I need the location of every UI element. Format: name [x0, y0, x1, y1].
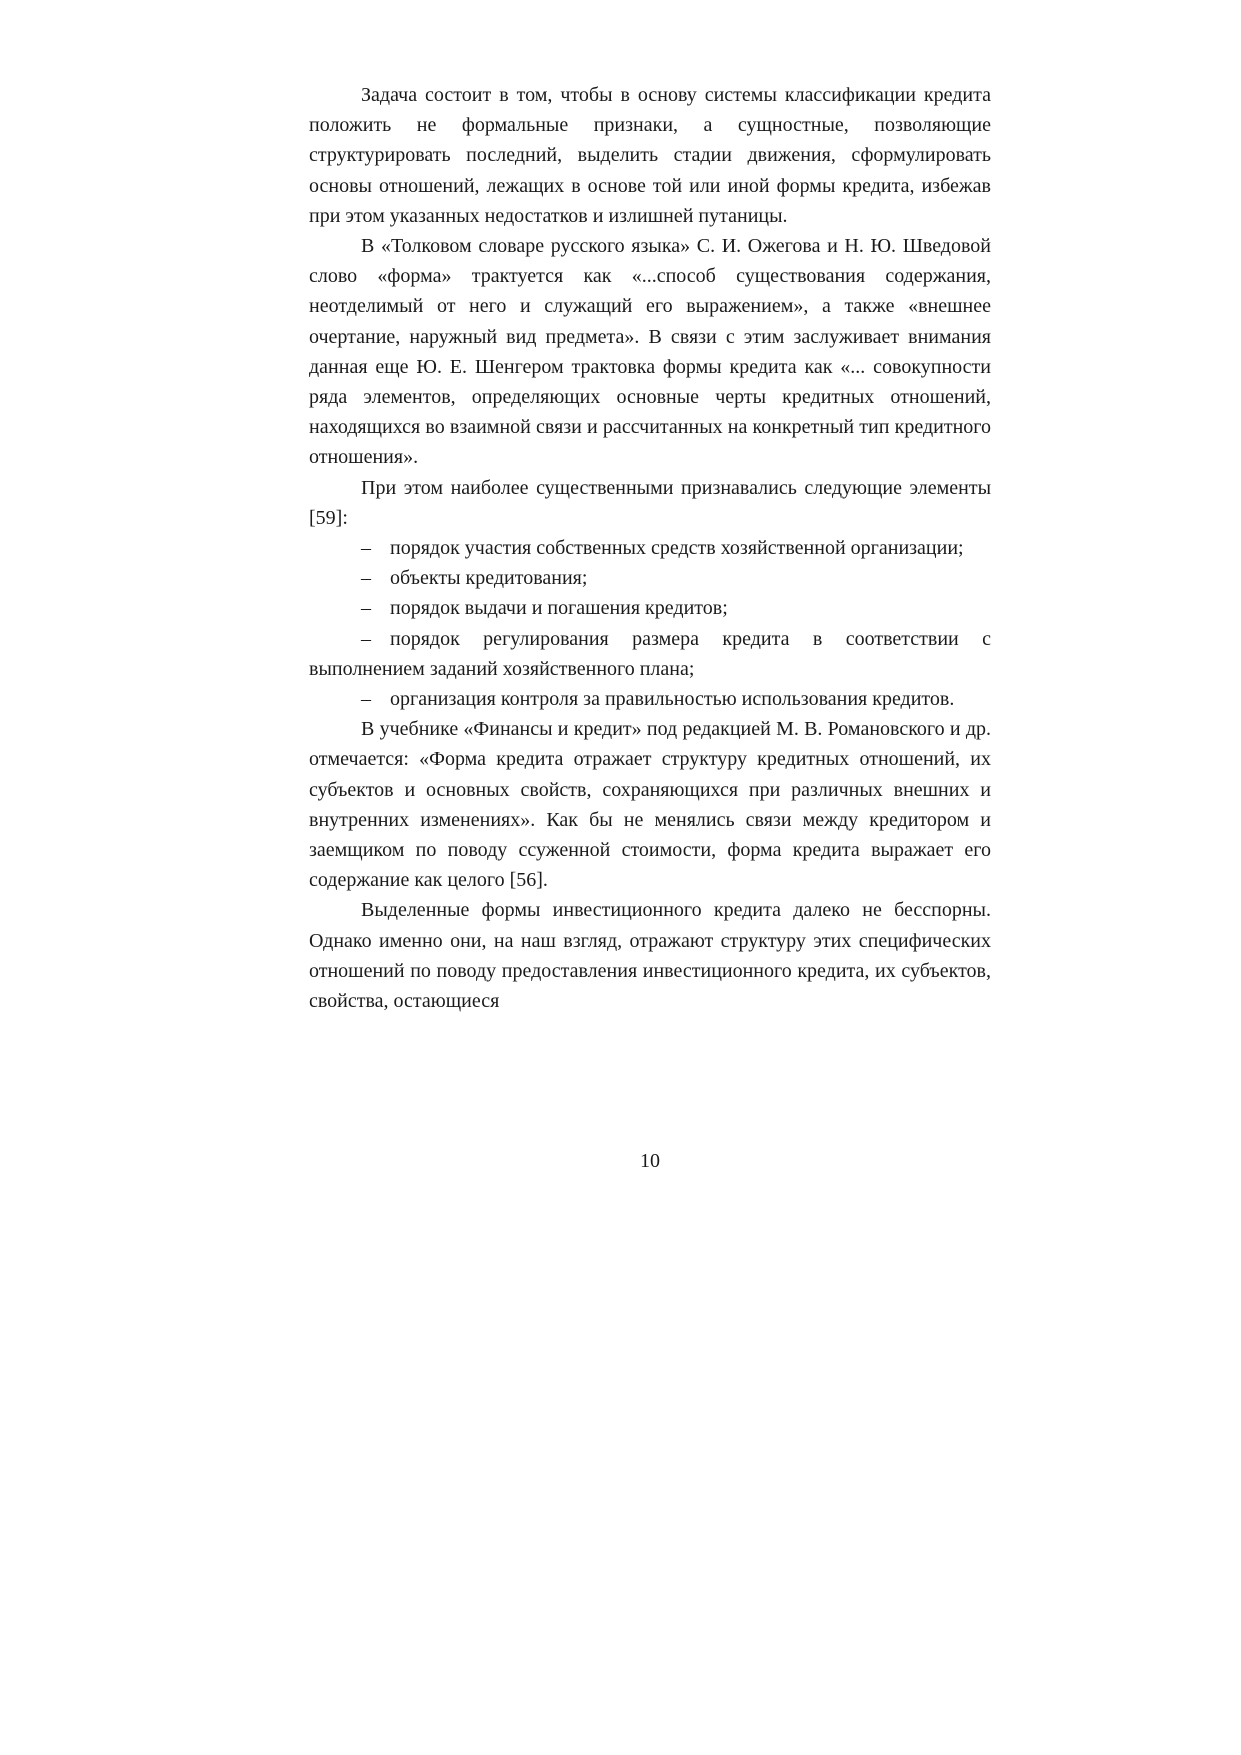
list-item — [309, 624, 991, 684]
page-number: 10 — [640, 1150, 660, 1172]
list-dash: – — [361, 688, 371, 711]
paragraph-2: В «Толковом словаре русского языка» С. И. Ожегова и Н. Ю. Шведовой слово «форма» трактуется как «...способ существования содержания, неотделимый от него и служащий его выражением», а также «внешнее очертание, наружный вид предмета». В связи с этим заслуживает внимания данная еще Ю. Е. Шенгером трактовка формы кредита как «... совокупности ряда элементов, определяющих основные черты кредитных отношений, находящихся во взаимной связи и рассчитанных на конкретный тип кредитного отношения». — [309, 235, 991, 469]
list-item — [309, 533, 991, 563]
list-item-text: порядок регулирования размера кредита в соответствии с выполнением заданий хозяйственного плана; — [309, 627, 991, 680]
paragraph-1: Задача состоит в том, чтобы в основу системы классификации кредита положить не формальные признаки, а сущностные, позволяющие структурировать последний, выделить стадии движения, сформулировать основы отношений, лежащих в основе той или иной формы кредита, избежав при этом указанных недостатков и излишней путаницы. — [309, 84, 991, 227]
list-dash: – — [361, 597, 371, 620]
list-item-text: порядок выдачи и погашения кредитов; — [390, 597, 728, 620]
paragraph-4: В учебнике «Финансы и кредит» под редакцией М. В. Романовского и др. отмечается: «Форма кредита отражает структуру кредитных отношений, их субъектов и основных свойств, сохраняющихся при различных внешних и внутренних изменениях». Как бы не менялись связи между кредитором и заемщиком по поводу ссуженной стоимости, форма кредита выражает его содержание как целого [56]. — [309, 718, 991, 892]
list-dash: – — [361, 567, 371, 590]
list-item — [309, 593, 991, 623]
paragraph-3: При этом наиболее существенными признавались следующие элементы [59]: — [309, 476, 991, 529]
paragraph-5: Выделенные формы инвестиционного кредита далеко не бесспорны. Однако именно они, на наш взгляд, отражают структуру этих специфических отношений по поводу предоставления инвестиционного кредита, их субъектов, свойства, остающиеся — [309, 899, 991, 1013]
list-item-text: объекты кредитования; — [390, 567, 588, 590]
list-item — [309, 684, 991, 714]
page-body — [309, 80, 991, 1016]
list-item — [309, 563, 991, 593]
list-dash: – — [361, 627, 371, 650]
list-dash: – — [361, 537, 371, 560]
list-item-text: порядок участия собственных средств хозяйственной организации; — [390, 537, 964, 560]
list-item-text: организация контроля за правильностью использования кредитов. — [390, 688, 955, 711]
elements-list — [309, 533, 991, 714]
